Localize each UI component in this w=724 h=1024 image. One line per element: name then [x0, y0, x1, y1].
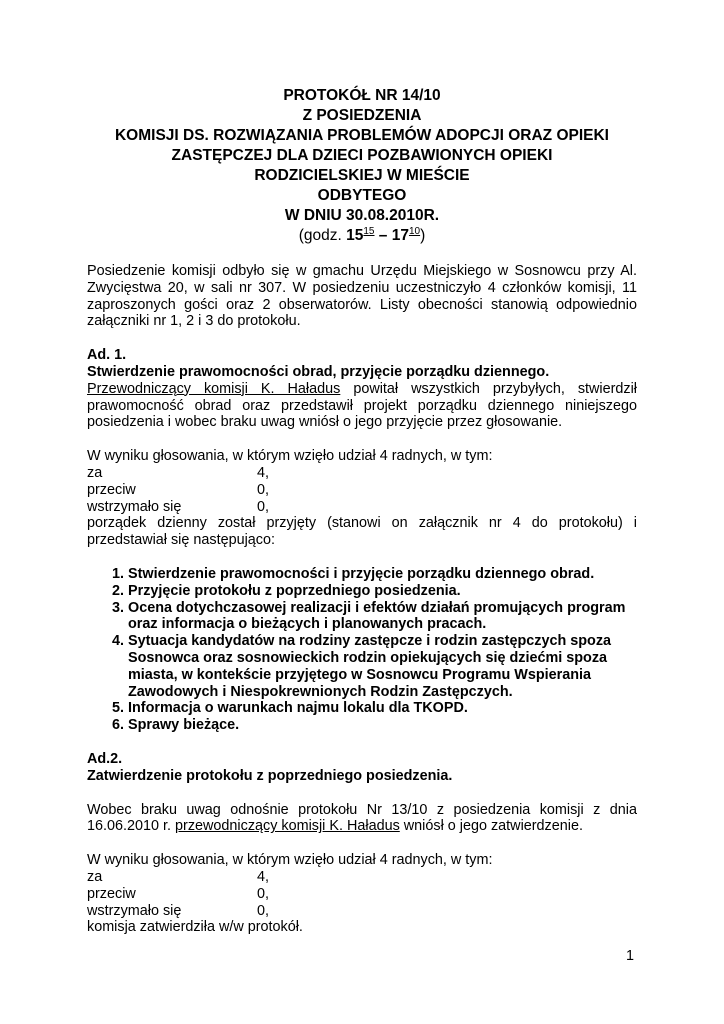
title-line: KOMISJI DS. ROZWIĄZANIA PROBLEMÓW ADOPCJI ORAZ OPIEKI [114, 127, 609, 144]
vote-label: przeciw [87, 481, 136, 498]
title-line: PROTOKÓŁ NR 14/10 [283, 87, 441, 104]
agenda-item: 6. Sprawy bieżące. [128, 717, 637, 734]
vote-row [87, 499, 637, 516]
page-number: 1 [626, 948, 635, 964]
vote-value: 4, [257, 868, 270, 885]
vote-label: przeciw [87, 885, 136, 902]
vote-label: za [87, 868, 103, 885]
hour-end: 17 [391, 227, 409, 244]
chair-name: przewodniczący komisji K. Haładus [175, 818, 400, 835]
ad1-text: powitał wszystkich przybyłych, stwierdził prawomocność obrad oraz przedstawił projekt porządku dziennego niniejszego posiedzenia i wobec braku uwag wniósł o jego przyjęcie przez głosowanie. [87, 380, 637, 431]
ad2-text-before: Wobec braku uwag odnośnie protokołu Nr 13/10 z posiedzenia komisji z dnia 16.06.2010 r. [87, 801, 637, 835]
ad2-result: komisja zatwierdziła w/w protokół. [87, 919, 303, 936]
agenda-item: 5. Informacja o warunkach najmu lokalu dla TKOPD. [128, 700, 637, 717]
title-line: Z POSIEDZENIA [302, 107, 422, 124]
vote-label: wstrzymało się [87, 902, 182, 919]
agenda-item: 2. Przyjęcie protokołu z poprzedniego posiedzenia. [128, 583, 637, 600]
agenda-item: 3. Ocena dotychczasowej realizacji i efektów działań promujących program oraz informacja o bieżących i planowanych pracach. [128, 600, 637, 634]
intro-paragraph: Posiedzenie komisji odbyło się w gmachu Urzędu Miejskiego w Sosnowcu przy Al. Zwycięstwa 20, w sali nr 307. W posiedzeniu uczestniczyło 4 członków komisji, 11 zaproszonych gości oraz 2 obserwatorów. Listy obecności stanowią odpowiednio załączniki nr 1, 2 i 3 do protokołu. [87, 263, 637, 330]
ad1-vote-table [87, 465, 637, 515]
title-line: ZASTĘPCZEJ DLA DZIECI POZBAWIONYCH OPIEKI [171, 147, 553, 164]
vote-value: 0, [257, 885, 270, 902]
ad2-vote-table [87, 869, 637, 919]
ad1-vote-intro: W wyniku głosowania, w którym wzięło udział 4 radnych, w tym: [87, 448, 493, 465]
hours-dash: – [374, 227, 392, 244]
chair-name: Przewodniczący komisji K. Haładus [87, 380, 341, 397]
vote-value: 0, [257, 481, 270, 498]
vote-row [87, 482, 637, 499]
vote-row [87, 869, 637, 886]
hours-suffix: ) [420, 227, 426, 244]
hours-prefix: (godz. [298, 227, 347, 244]
ad1-result: porządek dzienny został przyjęty (stanowi on załącznik nr 4 do protokołu) i przedstawiał się następująco: [87, 515, 637, 549]
vote-row [87, 903, 637, 920]
vote-value: 0, [257, 498, 270, 515]
vote-label: wstrzymało się [87, 498, 182, 515]
minute-start: 15 [363, 226, 375, 237]
ad1-subheading: Stwierdzenie prawomocności obrad, przyjęcie porządku dziennego. [87, 363, 550, 380]
minute-end: 10 [408, 226, 421, 237]
ad1-paragraph [87, 381, 637, 431]
meeting-hours [87, 226, 637, 246]
title-line: RODZICIELSKIEJ W MIEŚCIE [254, 167, 470, 184]
ad2-subheading: Zatwierdzenie protokołu z poprzedniego posiedzenia. [87, 767, 453, 784]
ad2-vote-intro: W wyniku głosowania, w którym wzięło udział 4 radnych, w tym: [87, 852, 493, 869]
title-line: W DNIU 30.08.2010R. [284, 207, 440, 224]
vote-row [87, 886, 637, 903]
vote-row [87, 465, 637, 482]
ad2-heading: Ad.2. [87, 750, 123, 767]
ad2-text-after: wniósł o jego zatwierdzenie. [399, 818, 583, 835]
hour-start: 15 [346, 227, 364, 244]
vote-label: za [87, 464, 103, 481]
title-line: ODBYTEGO [317, 187, 407, 204]
document-title [87, 86, 637, 246]
document-page [87, 86, 637, 936]
ad2-paragraph [87, 802, 637, 836]
agenda-item: 1. Stwierdzenie prawomocności i przyjęcie porządku dziennego obrad. [128, 566, 637, 583]
vote-value: 0, [257, 902, 270, 919]
agenda-item: 4. Sytuacja kandydatów na rodziny zastępcze i rodzin zastępczych spoza Sosnowca oraz sosnowieckich rodzin opiekujących się dziećmi spoza miasta, w kontekście przyjętego w Sosnowcu Programu Wspierania Zawodowych i Niespokrewnionych Rodzin Zastępczych. [128, 633, 637, 700]
vote-value: 4, [257, 464, 270, 481]
agenda-list [87, 566, 637, 734]
ad1-heading: Ad. 1. [87, 347, 127, 364]
